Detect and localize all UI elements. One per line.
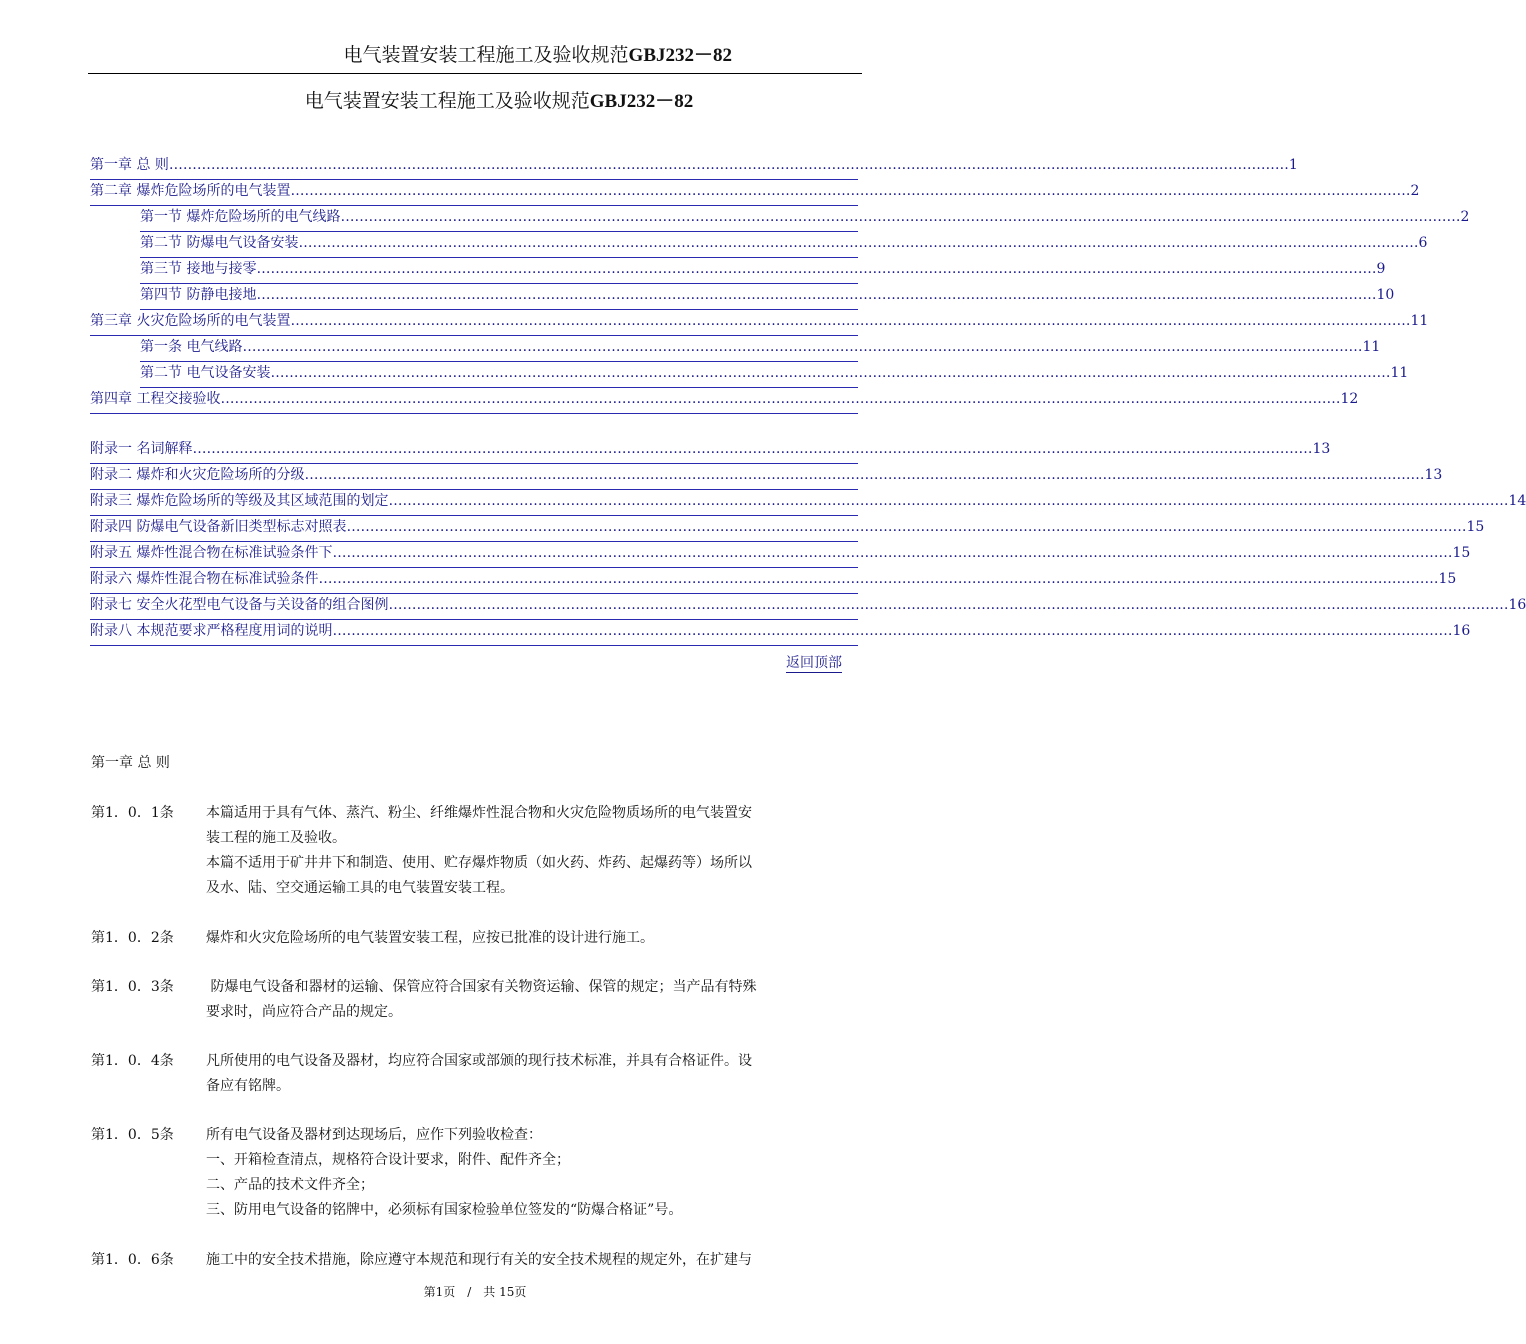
- article: [91, 1248, 861, 1273]
- article-number: 第1．0．1条: [91, 805, 174, 821]
- article-number: 第1．0．4条: [91, 1053, 174, 1069]
- header-title: 电气装置安装工程施工及验收规范: [343, 44, 629, 66]
- article-line: 三、防用电气设备的铭牌中，必须标有国家检验单位签发的“防爆合格证”号。: [206, 1202, 683, 1218]
- footer-total-pages: 共 15页: [483, 1285, 527, 1299]
- toc-entry-label: 附录四 防爆电气设备新旧类型标志对照表: [90, 519, 347, 535]
- toc-leader-dots: ……………………………………………………………………………………………………………………………………………………………………………………………………………………: [192, 441, 1313, 457]
- toc-leader-dots: ……………………………………………………………………………………………………………………………………………………………………………………………………………………: [318, 571, 1439, 587]
- article-line: 防爆电气设备和器材的运输、保管应符合国家有关物资运输、保管的规定；当产品有特殊: [206, 979, 757, 995]
- article: [91, 1123, 861, 1223]
- article-line: 爆炸和火灾危险场所的电气装置安装工程，应按已批准的设计进行施工。: [206, 930, 654, 946]
- footer-separator: /: [467, 1285, 472, 1299]
- toc-leader-dots: ……………………………………………………………………………………………………………………………………………………………………………………………………………………: [340, 209, 1461, 225]
- toc-leader-dots: ……………………………………………………………………………………………………………………………………………………………………………………………………………………: [304, 467, 1425, 483]
- toc-entry[interactable]: [90, 438, 1331, 464]
- toc-entry-page: 15: [1438, 571, 1457, 587]
- toc-entry[interactable]: [90, 310, 1429, 336]
- toc-entry-page: 1: [1288, 157, 1298, 173]
- toc-leader-dots: ……………………………………………………………………………………………………………………………………………………………………………………………………………………: [220, 391, 1341, 407]
- page-header: [88, 40, 862, 67]
- toc-entry[interactable]: [90, 568, 1457, 594]
- article-line: 要求时，尚应符合产品的规定。: [206, 1004, 402, 1020]
- header-code: GBJ232－82: [628, 45, 732, 66]
- article-number: 第1．0．2条: [91, 930, 174, 946]
- toc-entry-page: 2: [1460, 209, 1470, 225]
- toc-entry-label: 附录二 爆炸和火灾危险场所的分级: [90, 467, 305, 483]
- toc-entry-page: 11: [1362, 339, 1381, 355]
- article: [91, 926, 861, 951]
- toc-entry-label: 第二节 电气设备安装: [140, 365, 271, 381]
- toc-entry[interactable]: [140, 336, 1381, 362]
- toc-entry-label: 第四章 工程交接验收: [90, 391, 221, 407]
- toc-leader-dots: ……………………………………………………………………………………………………………………………………………………………………………………………………………………: [290, 183, 1411, 199]
- toc-entry-page: 16: [1452, 623, 1471, 639]
- article-line: 一、开箱检查清点，规格符合设计要求，附件、配件齐全；: [206, 1152, 570, 1168]
- page-footer: [0, 1283, 950, 1300]
- article-line: 所有电气设备及器材到达现场后，应作下列验收检查：: [206, 1127, 542, 1143]
- table-of-contents: [90, 154, 1526, 646]
- article-text: [206, 801, 861, 901]
- toc-entry-page: 2: [1410, 183, 1420, 199]
- doc-title-text: 电气装置安装工程施工及验收规范: [304, 90, 590, 112]
- toc-entry-label: 第二节 防爆电气设备安装: [140, 235, 299, 251]
- chapter-heading: 第一章 总 则: [91, 755, 170, 771]
- article-line: 本篇适用于具有气体、蒸汽、粉尘、纤维爆炸性混合物和火灾危险物质场所的电气装置安: [206, 805, 752, 821]
- toc-entry-label: 附录三 爆炸危险场所的等级及其区域范围的划定: [90, 493, 389, 509]
- article-text: [206, 1123, 861, 1223]
- toc-leader-dots: ……………………………………………………………………………………………………………………………………………………………………………………………………………………: [256, 261, 1377, 277]
- toc-entry-page: 13: [1424, 467, 1443, 483]
- toc-entry-page: 14: [1508, 493, 1526, 509]
- toc-entry[interactable]: [90, 490, 1526, 516]
- toc-entry-page: 9: [1376, 261, 1386, 277]
- toc-entry-label: 附录八 本规范要求严格程度用词的说明: [90, 623, 333, 639]
- toc-entry[interactable]: [90, 388, 1359, 414]
- toc-entry-label: 第一章 总 则: [90, 157, 169, 173]
- toc-leader-dots: ……………………………………………………………………………………………………………………………………………………………………………………………………………………: [298, 235, 1419, 251]
- toc-leader-dots: ……………………………………………………………………………………………………………………………………………………………………………………………………………………: [388, 493, 1509, 509]
- article-text: [206, 926, 861, 951]
- toc-leader-dots: ……………………………………………………………………………………………………………………………………………………………………………………………………………………: [332, 545, 1453, 561]
- toc-entry[interactable]: [140, 362, 1409, 388]
- article-line: 装工程的施工及验收。: [206, 830, 346, 846]
- article-number: 第1．0．3条: [91, 979, 174, 995]
- toc-leader-dots: ……………………………………………………………………………………………………………………………………………………………………………………………………………………: [270, 365, 1391, 381]
- toc-entry-page: 15: [1452, 545, 1471, 561]
- toc-entry[interactable]: [90, 594, 1526, 620]
- toc-leader-dots: ……………………………………………………………………………………………………………………………………………………………………………………………………………………: [242, 339, 1363, 355]
- toc-entry[interactable]: [140, 284, 1395, 310]
- toc-entry[interactable]: [140, 206, 1470, 232]
- toc-entry-label: 第一节 爆炸危险场所的电气线路: [140, 209, 341, 225]
- toc-entry[interactable]: [140, 232, 1428, 258]
- toc-entry[interactable]: [90, 154, 1298, 180]
- toc-entry-page: 11: [1390, 365, 1409, 381]
- toc-entry-label: 附录一 名词解释: [90, 441, 193, 457]
- toc-entry[interactable]: [90, 180, 1420, 206]
- article-text: [206, 1248, 861, 1273]
- footer-current-page: 第1页: [423, 1285, 456, 1299]
- toc-entry[interactable]: [90, 542, 1471, 568]
- article-line: 施工中的安全技术措施，除应遵守本规范和现行有关的安全技术规程的规定外，在扩建与: [206, 1252, 752, 1268]
- toc-entry-page: 13: [1312, 441, 1331, 457]
- toc-entry-label: 附录六 爆炸性混合物在标准试验条件: [90, 571, 319, 587]
- article-line: 本篇不适用于矿井井下和制造、使用、贮存爆炸物质（如火药、炸药、起爆药等）场所以: [206, 855, 752, 871]
- article-text: [206, 1049, 861, 1099]
- article-text: [206, 975, 861, 1025]
- toc-entry-label: 第二章 爆炸危险场所的电气装置: [90, 183, 291, 199]
- toc-entry-page: 10: [1376, 287, 1395, 303]
- toc-entry[interactable]: [140, 258, 1386, 284]
- toc-entry-page: 16: [1508, 597, 1526, 613]
- toc-leader-dots: ……………………………………………………………………………………………………………………………………………………………………………………………………………………: [256, 287, 1377, 303]
- article-line: 及水、陆、空交通运输工具的电气装置安装工程。: [206, 880, 514, 896]
- toc-entry-label: 第三章 火灾危险场所的电气装置: [90, 313, 291, 329]
- toc-entry[interactable]: [90, 620, 1471, 646]
- article: [91, 801, 861, 901]
- toc-entry-label: 第四节 防静电接地: [140, 287, 257, 303]
- toc-leader-dots: ……………………………………………………………………………………………………………………………………………………………………………………………………………………: [168, 157, 1289, 173]
- doc-title: [88, 86, 862, 113]
- toc-leader-dots: ……………………………………………………………………………………………………………………………………………………………………………………………………………………: [332, 623, 1453, 639]
- article: [91, 1049, 861, 1099]
- toc-leader-dots: ……………………………………………………………………………………………………………………………………………………………………………………………………………………: [388, 597, 1509, 613]
- toc-entry-label: 第一条 电气线路: [140, 339, 243, 355]
- toc-entry-page: 6: [1418, 235, 1428, 251]
- article-line: 凡所使用的电气设备及器材，均应符合国家或部颁的现行技术标准，并具有合格证件。设: [206, 1053, 752, 1069]
- header-rule: [88, 73, 862, 74]
- toc-leader-dots: ……………………………………………………………………………………………………………………………………………………………………………………………………………………: [290, 313, 1411, 329]
- toc-entry-label: 附录七 安全火花型电气设备与关设备的组合图例: [90, 597, 389, 613]
- toc-leader-dots: ……………………………………………………………………………………………………………………………………………………………………………………………………………………: [346, 519, 1467, 535]
- article-line: 二、产品的技术文件齐全；: [206, 1177, 374, 1193]
- toc-entry[interactable]: [90, 516, 1485, 542]
- back-to-top-link[interactable]: 返回顶部: [786, 652, 842, 673]
- toc-entry-label: 附录五 爆炸性混合物在标准试验条件下: [90, 545, 333, 561]
- article-number: 第1．0．5条: [91, 1127, 174, 1143]
- doc-title-code: GBJ232－82: [589, 91, 694, 112]
- toc-entry-page: 12: [1340, 391, 1359, 407]
- toc-entry[interactable]: [90, 464, 1443, 490]
- toc-entry-page: 15: [1466, 519, 1485, 535]
- toc-entry-label: 第三节 接地与接零: [140, 261, 257, 277]
- toc-entry-page: 11: [1410, 313, 1429, 329]
- article-number: 第1．0．6条: [91, 1252, 174, 1268]
- article: [91, 975, 861, 1025]
- article-line: 备应有铭牌。: [206, 1078, 290, 1094]
